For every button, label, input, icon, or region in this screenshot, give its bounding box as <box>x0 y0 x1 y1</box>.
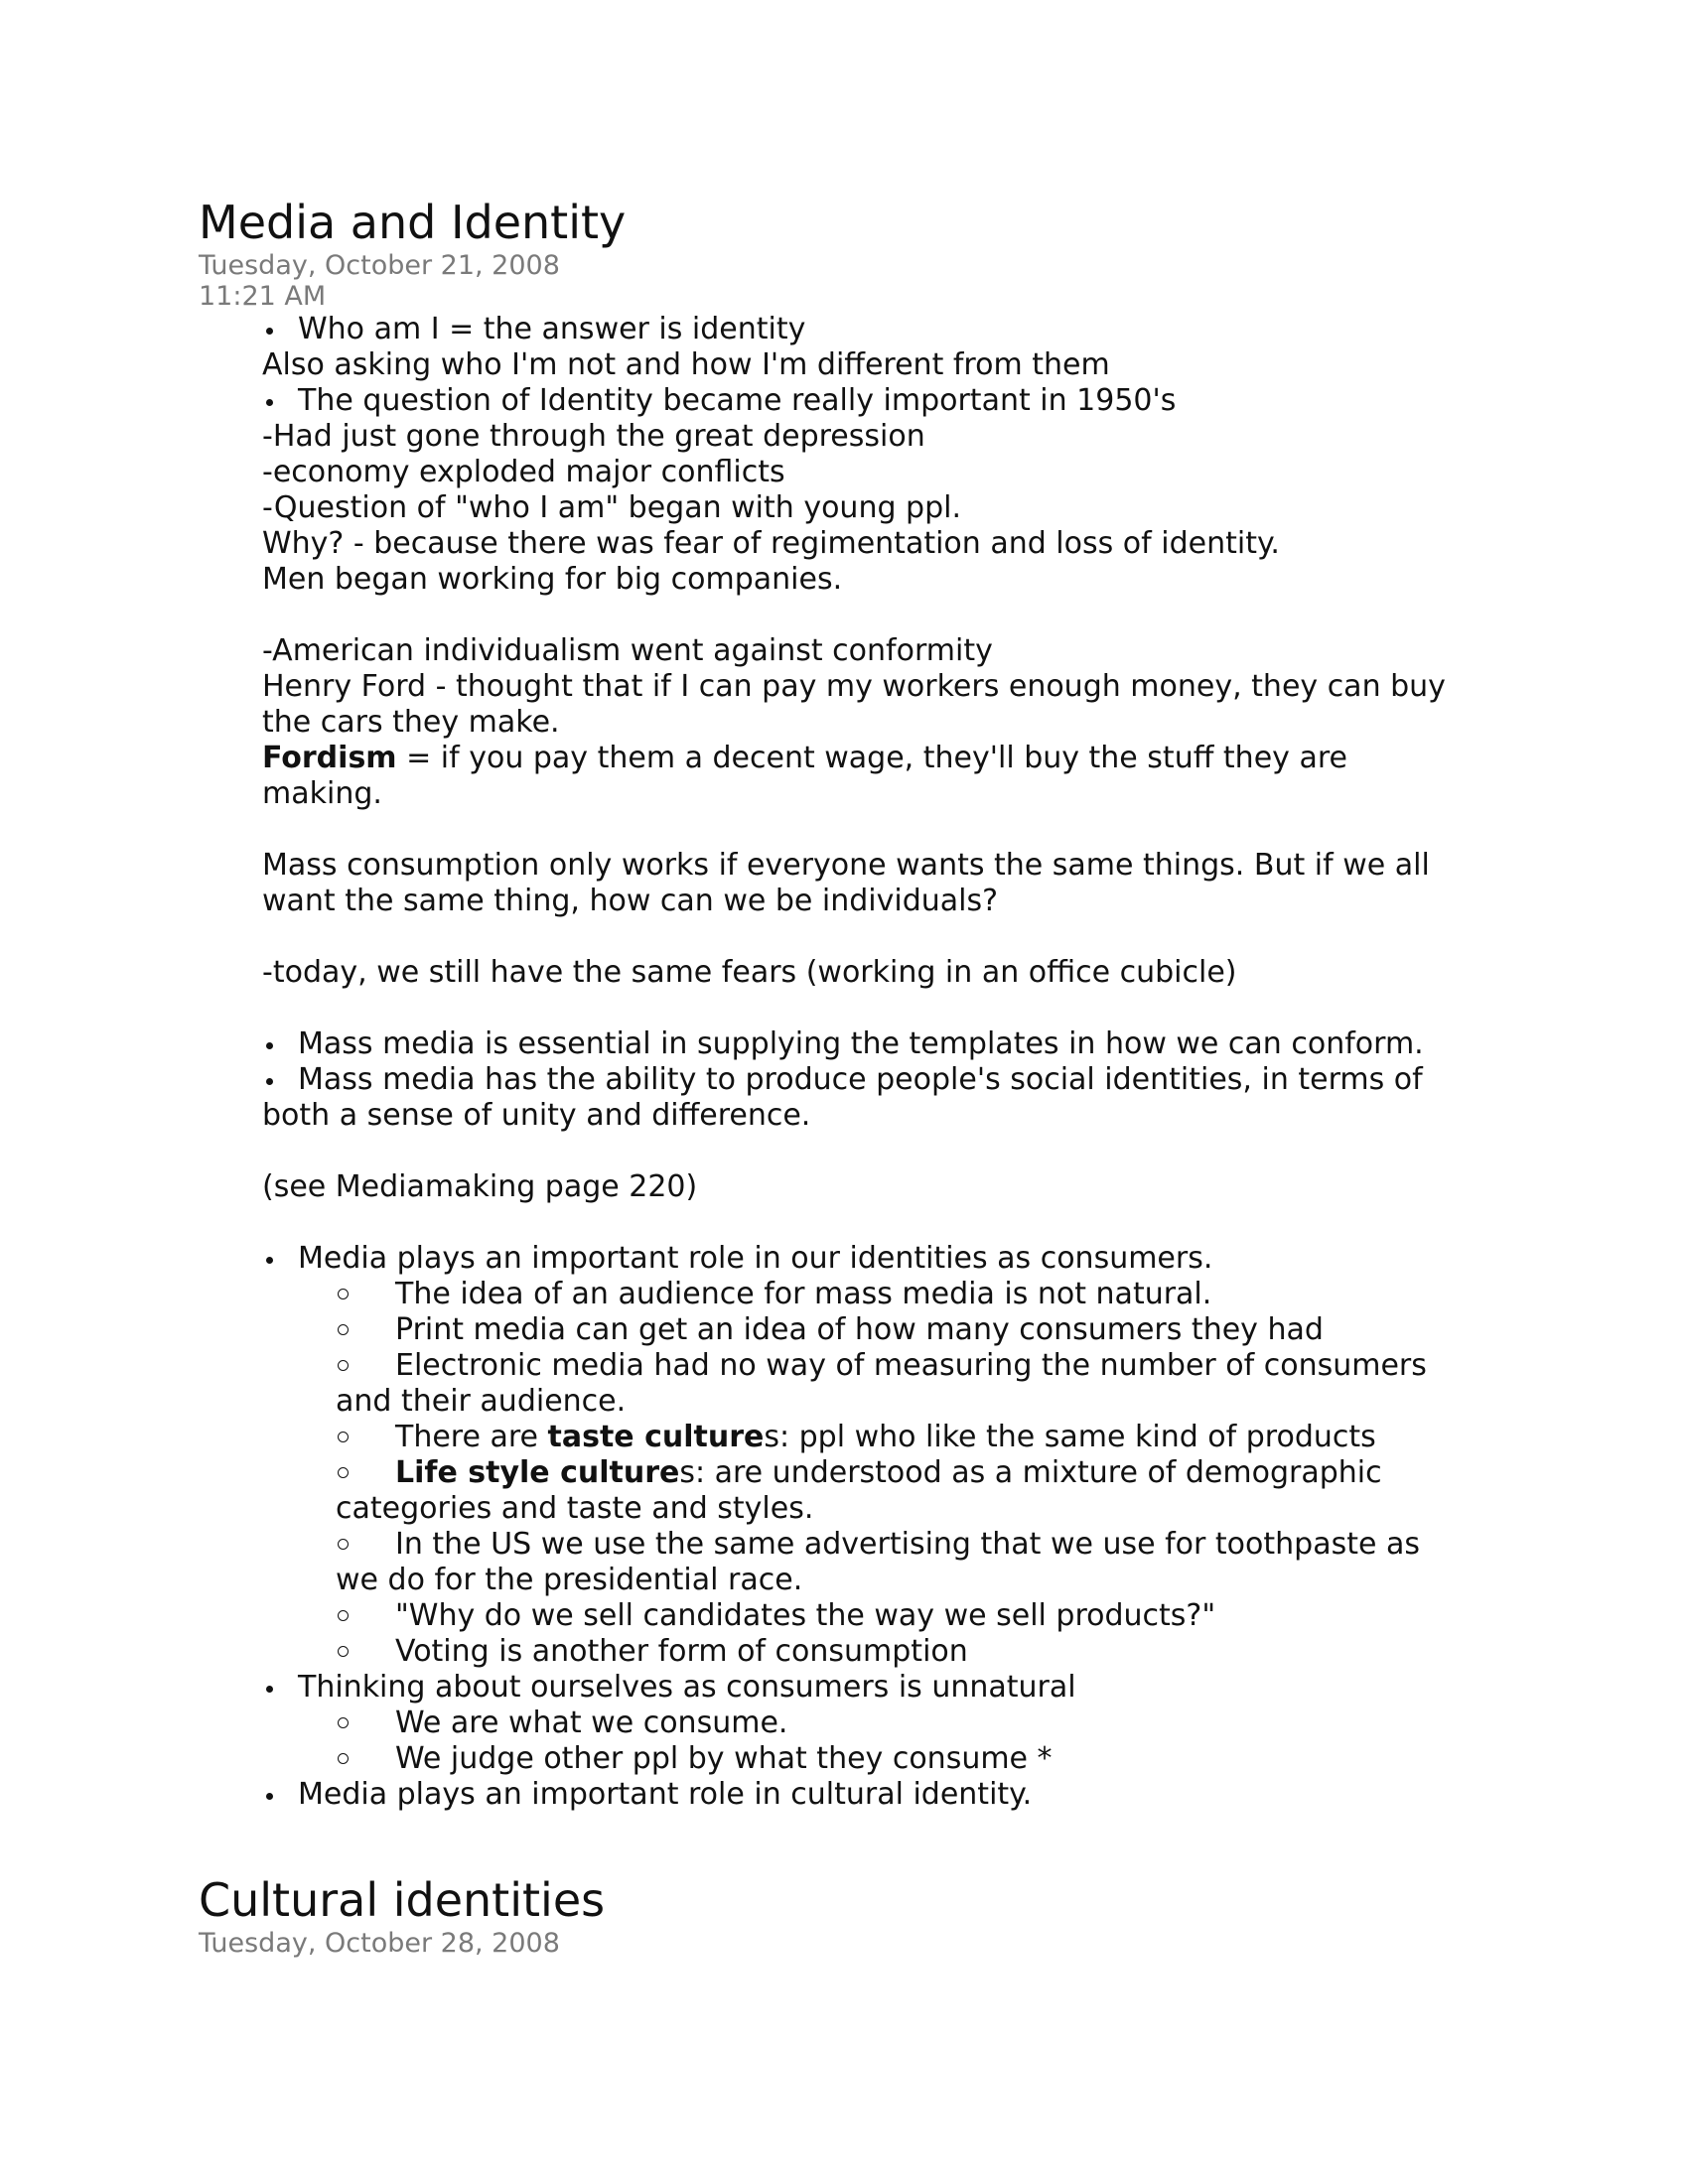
list-item: Media plays an important role in cultural identity. <box>262 1777 1489 1813</box>
sub-list-item: We judge other ppl by what they consume * <box>336 1741 1489 1777</box>
sub-list-item: "Why do we sell candidates the way we sell products?" <box>336 1598 1489 1634</box>
text-span: s: are understood as a mixture of demographic <box>679 1455 1382 1490</box>
text-line: categories and taste and styles. <box>336 1491 814 1526</box>
list-item: Mass media is essential in supplying the templates in how we can conform. <box>262 1026 1489 1062</box>
text-line: (see Mediamaking page 220) <box>262 1169 698 1204</box>
text-line: Henry Ford - thought that if I can pay my workers enough money, they can buy <box>262 669 1446 704</box>
note-section-cultural-identities <box>199 1872 1489 1959</box>
blank-line <box>262 1134 1489 1169</box>
text-line: want the same thing, how can we be individuals? <box>262 884 999 918</box>
sub-list-item: The idea of an audience for mass media is not natural. <box>336 1277 1489 1312</box>
text-span: = if you pay them a decent wage, they'll buy the stuff they are <box>396 741 1347 775</box>
term-taste-culture: taste culture <box>547 1420 765 1454</box>
note-body <box>262 312 1489 1813</box>
blank-line <box>262 812 1489 848</box>
list-item: Mass media has the ability to produce people's social identities, in terms of <box>262 1062 1489 1098</box>
text-line: the cars they make. <box>262 705 560 740</box>
text-span: There are <box>395 1420 548 1454</box>
text-line-fordism <box>262 741 1489 776</box>
text-line: -today, we still have the same fears (working in an office cubicle) <box>262 955 1237 990</box>
sub-list-item: Voting is another form of consumption <box>336 1634 1489 1670</box>
text-line: Why? - because there was fear of regimentation and loss of identity. <box>262 526 1280 561</box>
note-date: Tuesday, October 28, 2008 <box>199 1928 560 1959</box>
sub-list-item: In the US we use the same advertising that we use for toothpaste as <box>336 1527 1489 1563</box>
text-line: making. <box>262 776 382 811</box>
text-line: both a sense of unity and difference. <box>262 1098 811 1133</box>
list-item: Who am I = the answer is identity <box>262 312 1489 347</box>
sub-list-item-taste-cultures <box>336 1420 1489 1455</box>
blank-line <box>262 919 1489 955</box>
list-item: Thinking about ourselves as consumers is unnatural <box>262 1670 1489 1706</box>
sub-list-item-life-style-cultures <box>336 1455 1489 1491</box>
sub-list-item: Print media can get an idea of how many consumers they had <box>336 1312 1489 1348</box>
text-line: and their audience. <box>336 1384 627 1419</box>
text-line: Mass consumption only works if everyone wants the same things. But if we all <box>262 848 1430 883</box>
term-fordism: Fordism <box>262 741 397 775</box>
text-line: -American individualism went against conformity <box>262 633 993 668</box>
text-line: -Had just gone through the great depression <box>262 419 925 454</box>
note-date: Tuesday, October 21, 2008 <box>199 250 560 281</box>
list-item: Media plays an important role in our identities as consumers. <box>262 1241 1489 1277</box>
note-section-media-and-identity <box>199 195 1489 1813</box>
text-line: Men began working for big companies. <box>262 562 843 597</box>
text-line: we do for the presidential race. <box>336 1563 803 1597</box>
note-time: 11:21 AM <box>199 281 327 312</box>
text-line: -Question of "who I am" began with young ppl. <box>262 490 961 525</box>
blank-line <box>262 991 1489 1026</box>
term-life-style-culture: Life style culture <box>395 1455 680 1490</box>
blank-line <box>262 1205 1489 1241</box>
blank-line <box>262 598 1489 633</box>
section-title: Cultural identities <box>199 1873 606 1927</box>
sub-list-item: We are what we consume. <box>336 1706 1489 1741</box>
text-span: s: ppl who like the same kind of products <box>764 1420 1376 1454</box>
list-item: The question of Identity became really important in 1950's <box>262 383 1489 419</box>
text-line: Also asking who I'm not and how I'm different from them <box>262 347 1110 382</box>
text-line: -economy exploded major conflicts <box>262 455 785 489</box>
sub-list-item: Electronic media had no way of measuring the number of consumers <box>336 1348 1489 1384</box>
page-title: Media and Identity <box>199 196 627 249</box>
